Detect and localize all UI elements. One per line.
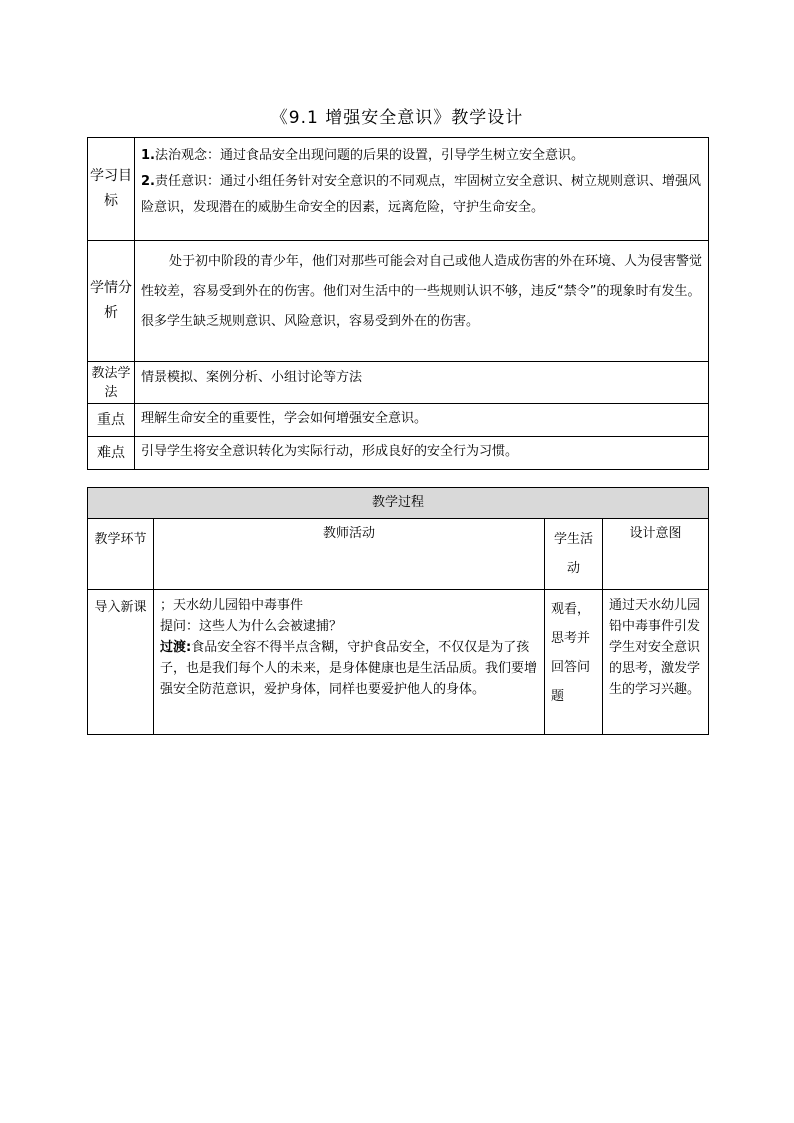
table-row-methods [88,362,709,404]
difficulty-label: 难点 [88,437,135,470]
goals-content [135,138,709,241]
column-header-teacher: 教师活动 [154,519,545,590]
process-table [87,487,709,735]
transition-label: 过渡: [160,640,192,655]
process-heading-row [88,488,709,519]
process-column-header-row [88,519,709,590]
document-title: 《9.1 增强安全意识》教学设计 [270,108,524,128]
table-row-goals [88,138,709,241]
teacher-activity-cell [154,590,545,735]
column-header-design: 设计意图 [603,519,709,590]
key-point-text: 理解生命安全的重要性，学会如何增强安全意识。 [135,404,709,437]
goal-1-text: 法治观念：通过食品安全出现问题的后果的设置，引导学生树立安全意识。 [154,148,584,163]
student-activity-cell: 观看，思考并回答问题 [545,590,603,735]
process-row-intro [88,590,709,735]
teacher-activity-line-1: ；天水幼儿园铅中毒事件 [160,598,304,613]
process-heading: 教学过程 [88,488,709,519]
stage-cell: 导入新课 [88,590,154,735]
transition-text: 食品安全容不得半点含糊，守护食品安全，不仅仅是为了孩子，也是我们每个人的未来，是身体健康也是生活品质。我们要增强安全防范意识，爱护身体，同样也要爱护他人的身体。 [160,640,538,697]
table-row-analysis [88,241,709,362]
teacher-activity-transition [160,637,538,700]
goal-1-number: 1. [141,148,155,163]
key-point-label: 重点 [88,404,135,437]
methods-text: 情景模拟、案例分析、小组讨论等方法 [135,362,709,404]
column-header-student: 学生活动 [545,519,603,590]
analysis-label: 学情分析 [88,241,135,362]
goal-2-text: 责任意识：通过小组任务针对安全意识的不同观点，牢固树立安全意识、树立规则意识、增强风险意识，发现潜在的威胁生命安全的因素，远离危险，守护生命安全。 [141,174,701,215]
difficulty-text: 引导学生将安全意识转化为实际行动，形成良好的安全行为习惯。 [135,437,709,470]
teacher-activity-line-2: 提问：这些人为什么会被逮捕？ [160,619,343,634]
analysis-text: 处于初中阶段的青少年，他们对那些可能会对自己或他人造成伤害的外在环境、人为侵害警觉性较差，容易受到外在的伤害。他们对生活中的一些规则认识不够，违反“禁令”的现象时有发生。很多学生缺乏规则意识、风险意识，容易受到外在的伤害。 [141,254,703,329]
table-row-difficulty [88,437,709,470]
goals-label: 学习目标 [88,138,135,241]
design-intent-cell: 通过天水幼儿园铅中毒事件引发学生对安全意识的思考，激发学生的学习兴趣。 [603,590,709,735]
analysis-content [135,241,709,362]
methods-label: 教法学法 [88,362,135,404]
design-table [87,137,709,470]
column-header-stage: 教学环节 [88,519,154,590]
goal-2-number: 2. [141,174,155,189]
table-row-key-point [88,404,709,437]
